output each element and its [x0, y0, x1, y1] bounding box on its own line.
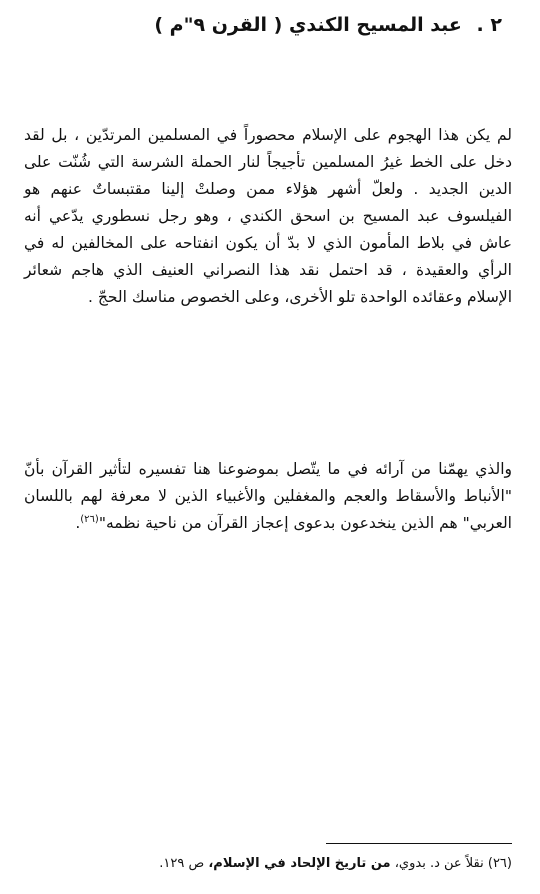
footnote-reference[interactable]: (٢٦) — [80, 513, 99, 525]
body-paragraph — [24, 122, 512, 311]
section-title: عبد المسيح الكندي ( القرن ٩"م ) — [154, 14, 462, 36]
footnote — [159, 856, 512, 871]
footnote-page: ص ١٢٩. — [159, 856, 205, 871]
section-number: ٢ . — [476, 14, 502, 36]
paragraph-text: والذي يهمّنا من آرائه في ما يتّصل بموضوعنا هنا تفسيره لتأثير القرآن بأنّ "الأنباط والأسقاط والعجم والمغفلين والأغبياء الذين لا معرفة لهم باللسان العربي" هم الذين ينخدعون بدعوى إعجاز القرآن من ناحية نظمه" — [24, 460, 512, 532]
paragraph-text: لم يكن هذا الهجوم على الإسلام محصوراً في المسلمين المرتدّين ، بل لقد دخل على الخط غيرُ المسلمين تأجيجاً لنار الحملة الشرسة التي شُنّت على الدين الجديد . ولعلّ أشهر هؤلاء ممن وصلتْ إلينا مقتبساتٌ عنهم هو الفيلسوف عبد المسيح بن اسحق الكندي ، وهو رجل نسطوري يدّعي أنه عاش في بلاط المأمون الذي لا بدّ أن يكون انفتاحه على المخالفين له في الرأي والعقيدة ، قد احتمل نقد هذا النصراني العنيف الذي هاجم شعائر الإسلام وعقائده الواحدة تلو الأخرى، وعلى الخصوص مناسك الحجّ . — [24, 126, 512, 306]
paragraph-tail: . — [75, 514, 81, 532]
footnote-prefix: نقلاً عن د. بدوي، — [394, 856, 484, 871]
footnote-source-title: من تاريخ الإلحاد في الإسلام، — [208, 856, 391, 871]
footnote-divider — [326, 843, 512, 844]
section-heading — [154, 14, 502, 36]
footnote-number: (٢٦) — [487, 856, 512, 871]
body-paragraph — [24, 456, 512, 537]
